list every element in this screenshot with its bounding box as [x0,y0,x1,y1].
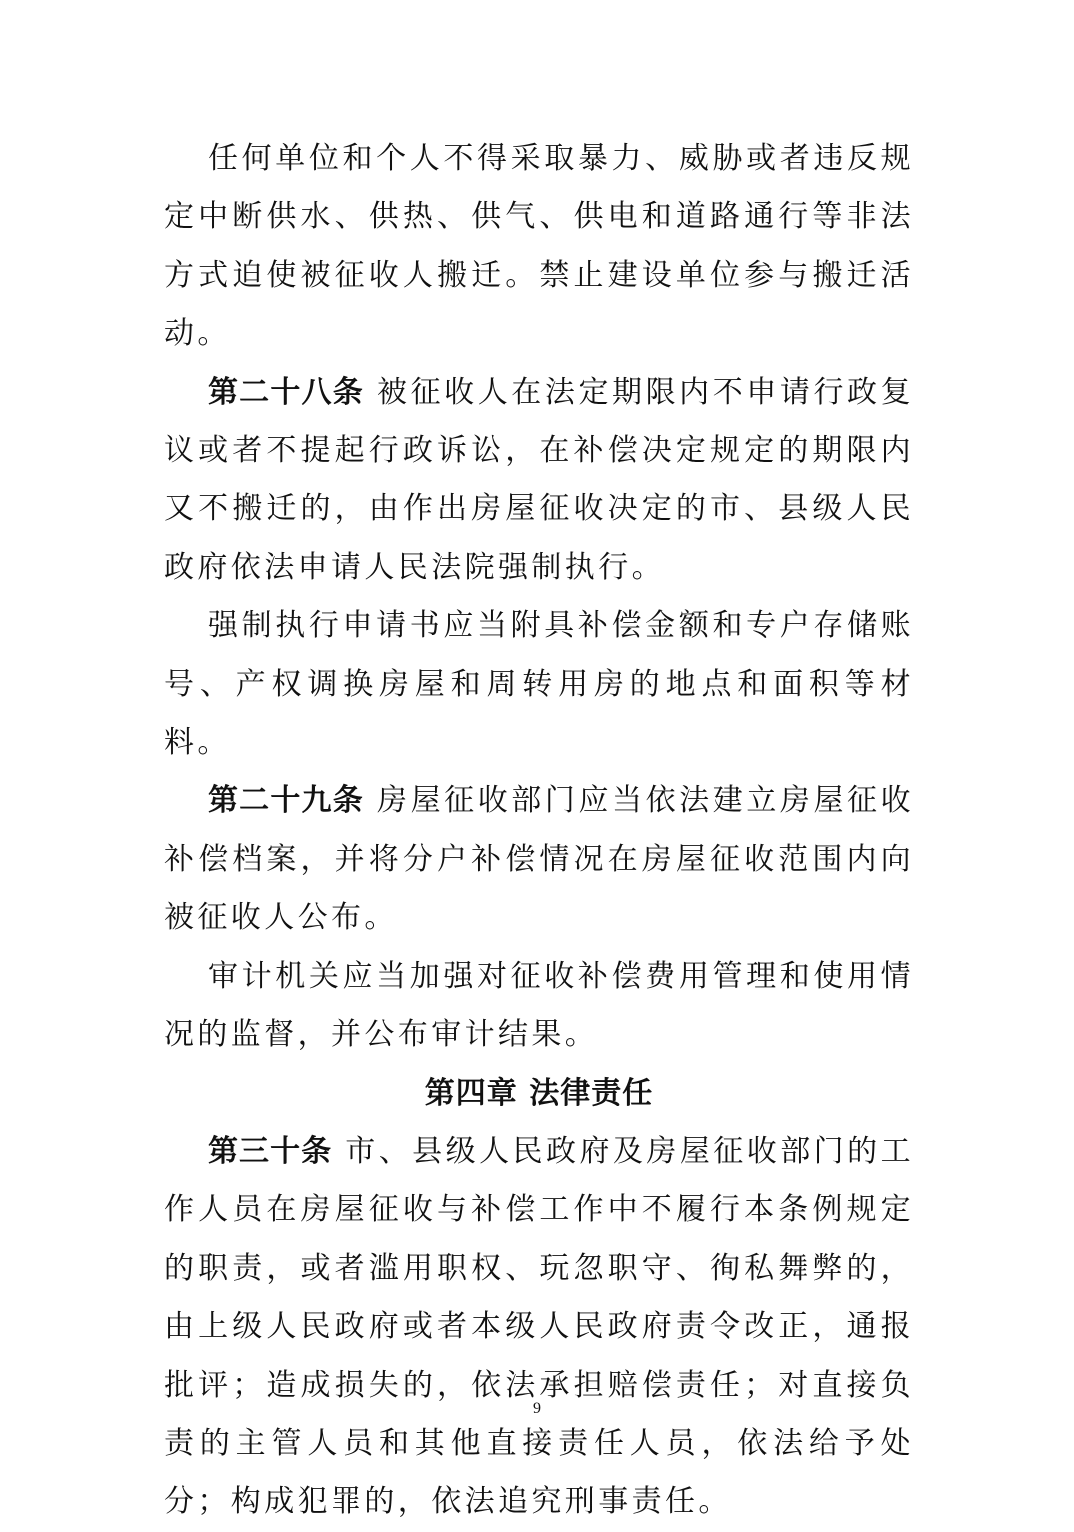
article-29 [164,772,914,947]
page-number: 9 [533,1400,541,1417]
paragraph-text: 任何单位和个人不得采取暴力、威胁或者违反规定中断供水、供热、供气、供电和道路通行等非法方式迫使被征收人搬迁。禁止建设单位参与搬迁活动。 [164,141,914,352]
article-30 [164,1123,914,1532]
article-heading: 第二十八条 [208,374,364,410]
paragraph-enforcement-application [164,597,914,772]
article-28 [164,364,914,598]
article-text: 被征收人在法定期限内不申请行政复议或者不提起行政诉讼，在补偿决定规定的期限内又不搬迁的，由作出房屋征收决定的市、县级人民政府依法申请人民法院强制执行。 [164,374,915,585]
chapter-title: 第四章 法律责任 [424,1075,654,1111]
document-body [164,130,914,1532]
paragraph-audit [164,948,914,1065]
article-heading: 第二十九条 [208,783,364,819]
article-text: 房屋征收部门应当依法建立房屋征收补偿档案，并将分户补偿情况在房屋征收范围内向被征收人公布。 [164,783,915,936]
article-heading: 第三十条 [208,1133,333,1169]
paragraph-text: 审计机关应当加强对征收补偿费用管理和使用情况的监督，并公布审计结果。 [164,958,914,1053]
paragraph-text: 强制执行申请书应当附具补偿金额和专户存储账号、产权调换房屋和周转用房的地点和面积等材料。 [164,608,914,761]
paragraph-violence-prohibition [164,130,914,364]
article-text: 市、县级人民政府及房屋征收部门的工作人员在房屋征收与补偿工作中不履行本条例规定的职责，或者滥用职权、玩忽职守、徇私舞弊的，由上级人民政府或者本级人民政府责令改正，通报批评；造成损失的，依法承担赔偿责任；对直接负责的主管人员和其他直接责任人员，依法给予处分；构成犯罪的，依法追究刑事责任。 [164,1133,915,1520]
